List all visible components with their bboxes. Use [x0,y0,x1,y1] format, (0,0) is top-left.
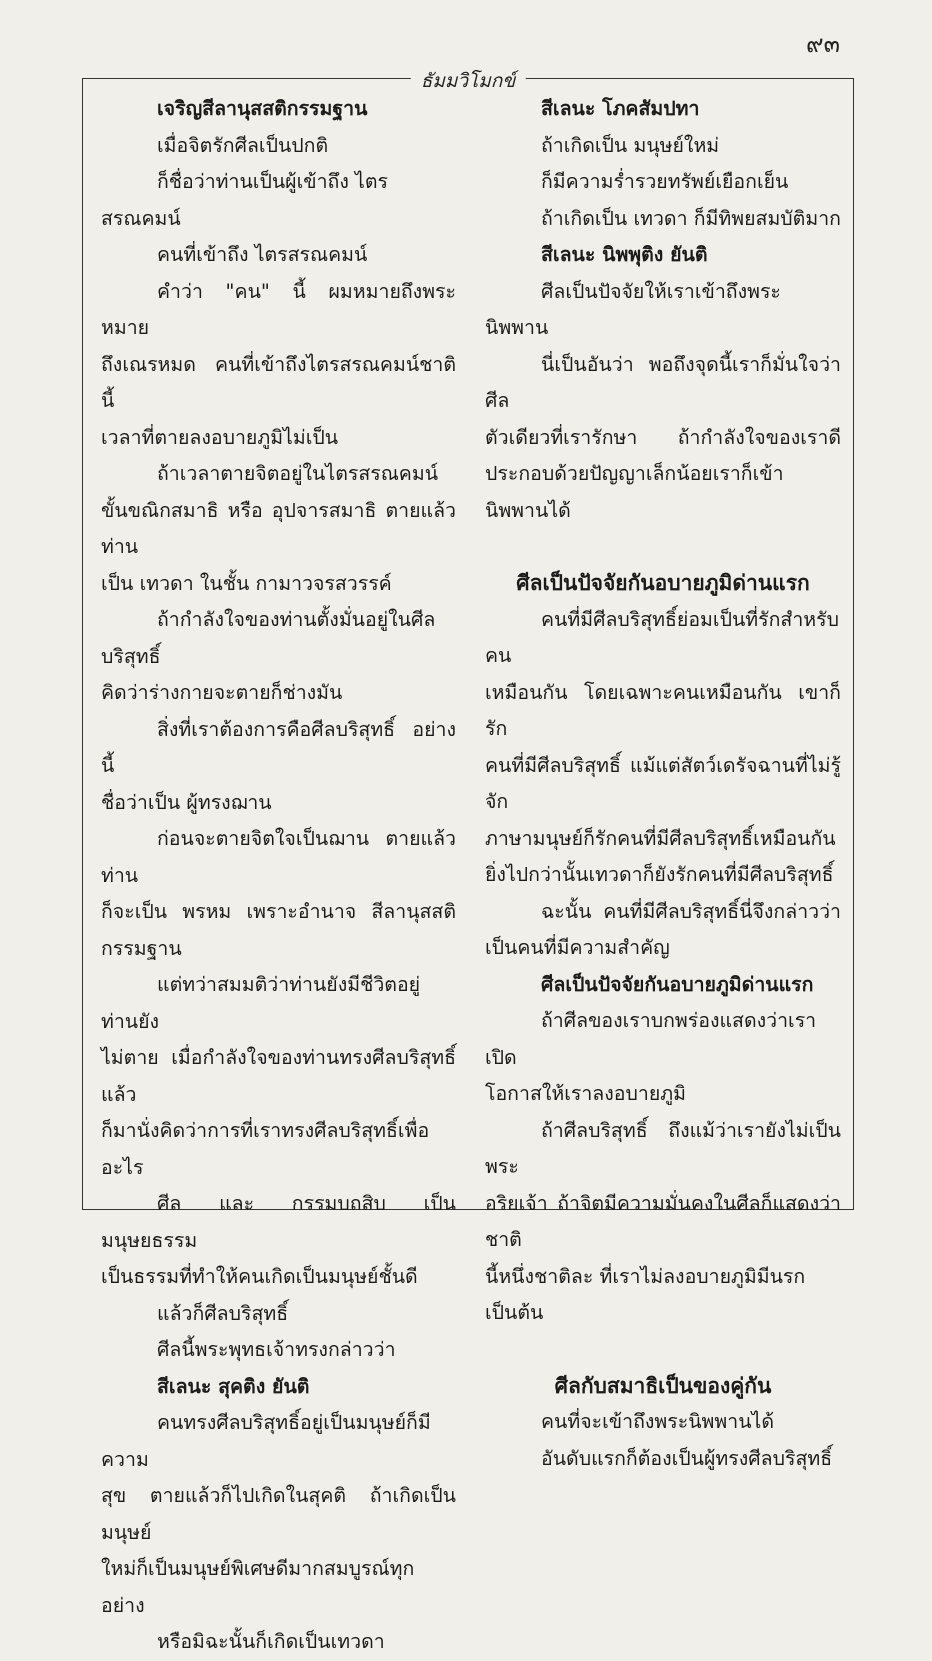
text-line: ก่อนจะตายจิตใจเป็นฌาน ตายแล้วท่าน [101,827,456,887]
text-line: ศีลเป็นปัจจัยกันอบายภูมิด่านแรก [541,972,814,996]
text-line: ภาษามนุษย์ก็รักคนที่มีศีลบริสุทธิ์เหมือนกัน [485,826,836,850]
text-line: ก็จะเป็น พรหม เพราะอำนาจ สีลานุสสติกรรมฐาน [101,900,456,960]
text-line: ศีลนี้พระพุทธเจ้าทรงกล่าวว่า [157,1338,396,1361]
text-line: ถ้ากำลังใจของท่านตั้งมั่นอยู่ในศีลบริสุทธิ์ [101,608,436,668]
text-line: ศีลเป็นปัจจัยให้เราเข้าถึงพระนิพพาน [485,279,781,339]
text-line: เป็น เทวดา ในชั้น กามาวจรสวรรค์ [101,571,392,595]
text-line: คนที่มีศีลบริสุทธิ์ แม้แต่สัตว์เดรัจฉานที่ไม่รู้จัก [485,753,841,813]
text-line: ถ้าเกิดเป็น เทวดา ก็มีทิพยสมบัติมาก [541,206,841,230]
left-column [101,91,456,1661]
text-line: ก็ชื่อว่าท่านเป็นผู้เข้าถึง ไตรสรณคมน์ [101,170,389,230]
text-line: หรือมิฉะนั้นก็เกิดเป็นเทวดา [157,1630,385,1653]
text-line: สุข ตายแล้วก็ไปเกิดในสุคติ ถ้าเกิดเป็นมนุษย์ [101,1484,456,1544]
text-line: ถึงเณรหมด คนที่เข้าถึงไตรสรณคมน์ชาตินี้ [101,352,456,412]
text-line: เป็นธรรมที่ทำให้คนเกิดเป็นมนุษย์ชั้นดี [101,1265,418,1288]
text-line: สีเลนะ สุคติง ยันติ [157,1374,310,1398]
text-line: อันดับแรกก็ต้องเป็นผู้ทรงศีลบริสุทธิ์ [541,1446,833,1470]
section-heading: ศีลเป็นปัจจัยกันอบายภูมิด่านแรก [516,571,810,595]
text-line: ถ้าศีลบริสุทธิ์ ถึงแม้ว่าเรายังไม่เป็นพระ [485,1118,841,1178]
text-line: ถ้าเกิดเป็น มนุษย์ใหม่ [541,133,720,157]
text-line: คำว่า "คน" นี้ ผมหมายถึงพระ หมาย [101,279,456,339]
text-line: ตัวเดียวที่เรารักษา ถ้ากำลังใจของเราดี [485,425,841,449]
text-line: นี้หนึ่งชาติละ ที่เราไม่ลงอบายภูมิมีนรกเป็นต้น [485,1264,806,1324]
text-line: ใหม่ก็เป็นมนุษย์พิเศษดีมากสมบูรณ์ทุกอย่าง [101,1557,415,1617]
text-line: แล้วก็ศีลบริสุทธิ์ [157,1301,289,1325]
text-line: แต่ทว่าสมมติว่าท่านยังมีชีวิตอยู่ท่านยัง [101,973,421,1033]
text-line: ชื่อว่าเป็น ผู้ทรงฌาน [101,790,272,814]
text-line: นี่เป็นอันว่า พอถึงจุดนี้เราก็มั่นใจว่าศีล [485,352,841,412]
text-line: คนทรงศีลบริสุทธิ์อยู่เป็นมนุษย์ก็มีความ [101,1411,431,1471]
text-line: เมื่อจิตรักศีลเป็นปกติ [157,133,329,157]
spacer [485,529,841,565]
spacer [485,1332,841,1368]
text-line: ฉะนั้น คนที่มีศีลบริสุทธิ์นี่จึงกล่าวว่า [541,899,841,923]
text-line: สีเลนะ นิพพุติง ยันติ [541,243,708,266]
text-line: ไม่ตาย เมื่อกำลังใจของท่านทรงศีลบริสุทธิ์แล้ว [101,1046,456,1106]
text-line: ก็มีความร่ำรวยทรัพย์เยือกเย็น [541,170,789,193]
text-line: ถ้าศีลของเราบกพร่องแสดงว่าเราเปิด [485,1009,817,1069]
text-frame [82,70,854,1653]
text-line: ถ้าเวลาตายจิตอยู่ในไตรสรณคมน์ [157,462,439,485]
text-line: คิดว่าร่างกายจะตายก็ช่างมัน [101,681,343,704]
text-line: ประกอบด้วยปัญญาเล็กน้อยเราก็เข้านิพพานได้ [485,462,784,522]
text-line: เป็นคนที่มีความสำคัญ [485,936,670,959]
text-line: อริยเจ้า ถ้าจิตมีความมั่นคงในศีลก็แสดงว่าชาติ [485,1191,841,1251]
text-line: ยิ่งไปกว่านั้นเทวดาก็ยังรักคนที่มีศีลบริสุทธิ์ [485,863,834,886]
text-line: สีเลนะ โภคสัมปทา [541,97,700,120]
text-line: ก็มานั่งคิดว่าการที่เราทรงศีลบริสุทธิ์เพื่ออะไร [101,1119,430,1179]
text-line: เวลาที่ตายลงอบายภูมิไม่เป็น [101,425,339,449]
running-header-title: ธัมมวิโมกข์ [411,66,526,96]
text-line: ขั้นขณิกสมาธิ หรือ อุปจารสมาธิ ตายแล้วท่าน [101,498,456,558]
text-line: สิ่งที่เราต้องการคือศีลบริสุทธิ์ อย่างนี้ [101,717,456,777]
right-column [485,91,841,1477]
text-line: โอกาสให้เราลงอบายภูมิ [485,1082,686,1105]
text-line: ศีล และ กรรมบถสิบ เป็น มนุษยธรรม [101,1192,456,1252]
text-line: เหมือนกัน โดยเฉพาะคนเหมือนกัน เขาก็รัก [485,680,841,740]
page-number: ๙๓ [806,30,840,58]
text-line: คนที่มีศีลบริสุทธิ์ย่อมเป็นที่รักสำหรับคน [485,607,839,667]
text-line: เจริญสีลานุสสติกรรมฐาน [157,97,368,120]
section-heading: ศีลกับสมาธิเป็นของคู่กัน [554,1373,772,1398]
text-line: คนที่จะเข้าถึงพระนิพพานได้ [541,1410,774,1433]
text-line: คนที่เข้าถึง ไตรสรณคมน์ [157,243,368,266]
